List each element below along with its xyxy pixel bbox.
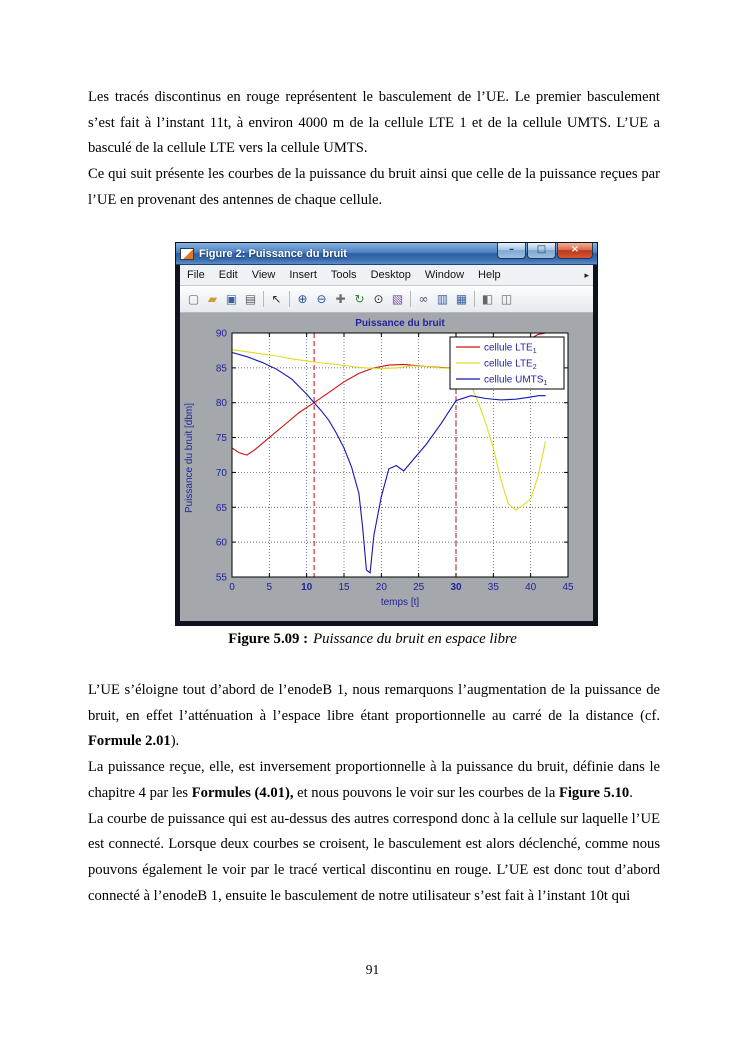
- y-tick-label: 65: [215, 502, 227, 514]
- zoom-out-icon[interactable]: ⊖: [316, 292, 327, 306]
- x-tick-label: 20: [375, 582, 387, 593]
- plot-title: Puissance du bruit: [355, 318, 445, 329]
- legend-label: cellule $UMTS_1$: [484, 374, 548, 387]
- figure-caption-text: Puissance du bruit en espace libre: [313, 631, 517, 647]
- window-titlebar[interactable]: [176, 243, 597, 265]
- paragraph-1: [88, 85, 660, 162]
- menu-insert[interactable]: Insert: [289, 269, 317, 281]
- x-tick-label: 30: [450, 582, 462, 593]
- y-tick-label: 90: [215, 328, 227, 340]
- page-number: 91: [365, 962, 380, 977]
- x-tick-label: 10: [301, 582, 313, 593]
- paragraph-1-text: Les tracés discontinus en rouge représentent le basculement de l’UE. Le premier basculement s’est fait à l’instant 11t, à environ 4000 m de la cellule LTE 1 et de la cellule UMTS. L’UE a basculé de la cellule LTE vers la cellule UMTS.: [88, 89, 660, 157]
- menubar: [180, 265, 593, 286]
- toolbar-separator: [474, 291, 475, 307]
- text-block-top: [88, 85, 660, 214]
- plot-xlabel: temps [t]: [380, 597, 420, 608]
- show-plot-tools-icon[interactable]: ◫: [500, 292, 513, 306]
- x-tick-label: 40: [525, 582, 537, 593]
- y-tick-label: 75: [215, 433, 227, 445]
- insert-colorbar-icon[interactable]: ▥: [436, 292, 449, 306]
- legend-label: cellule $LTE_2$: [484, 358, 537, 371]
- data-cursor-icon[interactable]: ⊙: [373, 292, 384, 306]
- x-tick-label: 45: [562, 582, 574, 593]
- menu-desktop[interactable]: Desktop: [370, 269, 411, 281]
- save-icon[interactable]: ▣: [225, 292, 238, 306]
- paragraph-5: [88, 807, 660, 910]
- figure-caption-label: Figure 5.09 :: [228, 631, 309, 647]
- open-file-icon[interactable]: ▰: [207, 292, 218, 306]
- plot-legend[interactable]: [450, 337, 564, 389]
- menu-edit[interactable]: Edit: [218, 269, 238, 281]
- figure-canvas: [180, 313, 593, 621]
- paragraph-5-text: La courbe de puissance qui est au-dessus des autres correspond donc à la cellule sur laquelle l’UE est connecté. Lorsque deux courbes se croisent, le basculement est alors déclenché, comme nous pouvons également le voir par le tracé vertical discontinu en rouge. L’UE est donc tout d’abord connecté à l’enodeB 1, ensuite le basculement de notre utilisateur s’est fait à l’instant 10t qui: [88, 810, 660, 904]
- window-title: Figure 2: Puissance du bruit: [199, 247, 347, 260]
- noise-power-plot: [180, 313, 593, 621]
- y-tick-label: 70: [215, 467, 227, 479]
- menu-tools[interactable]: Tools: [330, 269, 357, 281]
- menu-file[interactable]: File: [187, 269, 205, 281]
- paragraph-2-text: Ce qui suit présente les courbes de la puissance du bruit ainsi que celle de la puissance reçues par l’UE en provenant des antennes de chaque cellule.: [88, 166, 660, 208]
- menubar-overflow-icon[interactable]: ▸: [584, 269, 589, 280]
- plot-ylabel: Puissance du bruit [dbm]: [184, 402, 195, 514]
- window-body: [176, 265, 597, 625]
- paragraph-4: [88, 755, 660, 806]
- y-tick-label: 85: [215, 363, 227, 375]
- legend-label: cellule $LTE_1$: [484, 342, 537, 355]
- window-controls: [496, 243, 593, 259]
- toolbar-separator: [263, 291, 264, 307]
- menu-window[interactable]: Window: [424, 269, 465, 281]
- maximize-button[interactable]: □: [527, 243, 556, 259]
- y-tick-label: 55: [215, 572, 227, 584]
- formule-ref: Formule 2.01: [88, 733, 171, 750]
- zoom-in-icon[interactable]: ⊕: [297, 292, 308, 306]
- x-tick-label: 15: [338, 582, 350, 593]
- minimize-button[interactable]: –: [497, 243, 526, 259]
- toolbar-separator: [410, 291, 411, 307]
- toolbar-separator: [289, 291, 290, 307]
- new-figure-icon[interactable]: ▢: [187, 292, 200, 306]
- link-plot-icon[interactable]: ∞: [418, 292, 429, 306]
- paragraph-3-text: L’UE s’éloigne tout d’abord de l’enodeB 1, nous remarquons l’augmentation de la puissance de bruit, en effet l’atténuation à l’espace libre étant proportionnelle au carré de la distance (cf.: [88, 682, 660, 724]
- pan-icon[interactable]: ✚: [335, 292, 346, 306]
- paragraph-4-mid: et nous pouvons le voir sur les courbes de la: [293, 784, 559, 801]
- y-tick-label: 80: [215, 398, 227, 410]
- paragraph-2: [88, 162, 660, 213]
- paragraph-3: [88, 678, 660, 755]
- matlab-figure-window: [176, 243, 597, 625]
- menu-view[interactable]: View: [251, 269, 276, 281]
- figure-caption: [0, 631, 745, 648]
- menu-help[interactable]: Help: [478, 269, 501, 281]
- x-tick-label: 5: [266, 582, 273, 593]
- paragraph-3-end: ).: [170, 733, 180, 750]
- toolbar: [180, 286, 593, 313]
- hide-plot-tools-icon[interactable]: ◧: [481, 292, 494, 306]
- brush-icon[interactable]: ▧: [391, 292, 404, 306]
- x-tick-label: 0: [229, 582, 235, 593]
- print-icon[interactable]: ▤: [244, 292, 257, 306]
- text-block-bottom: [88, 678, 660, 909]
- paragraph-4-text: La puissance reçue, elle, est inversement proportionnelle à la puissance du bruit, définie dans le chapitre 4 par les: [88, 759, 660, 801]
- close-button[interactable]: ×: [557, 243, 593, 259]
- rotate-3d-icon[interactable]: ↻: [354, 292, 365, 306]
- edit-plot-cursor-icon[interactable]: ↖: [271, 292, 282, 306]
- insert-legend-icon[interactable]: ▦: [455, 292, 468, 306]
- y-tick-label: 60: [215, 537, 227, 549]
- formules-ref: Formules (4.01),: [191, 784, 294, 801]
- matlab-figure-icon: [180, 248, 194, 260]
- x-tick-label: 35: [487, 582, 499, 593]
- figure-ref: Figure 5.10: [558, 784, 630, 801]
- x-tick-label: 25: [413, 582, 425, 593]
- paragraph-4-end: .: [629, 784, 633, 801]
